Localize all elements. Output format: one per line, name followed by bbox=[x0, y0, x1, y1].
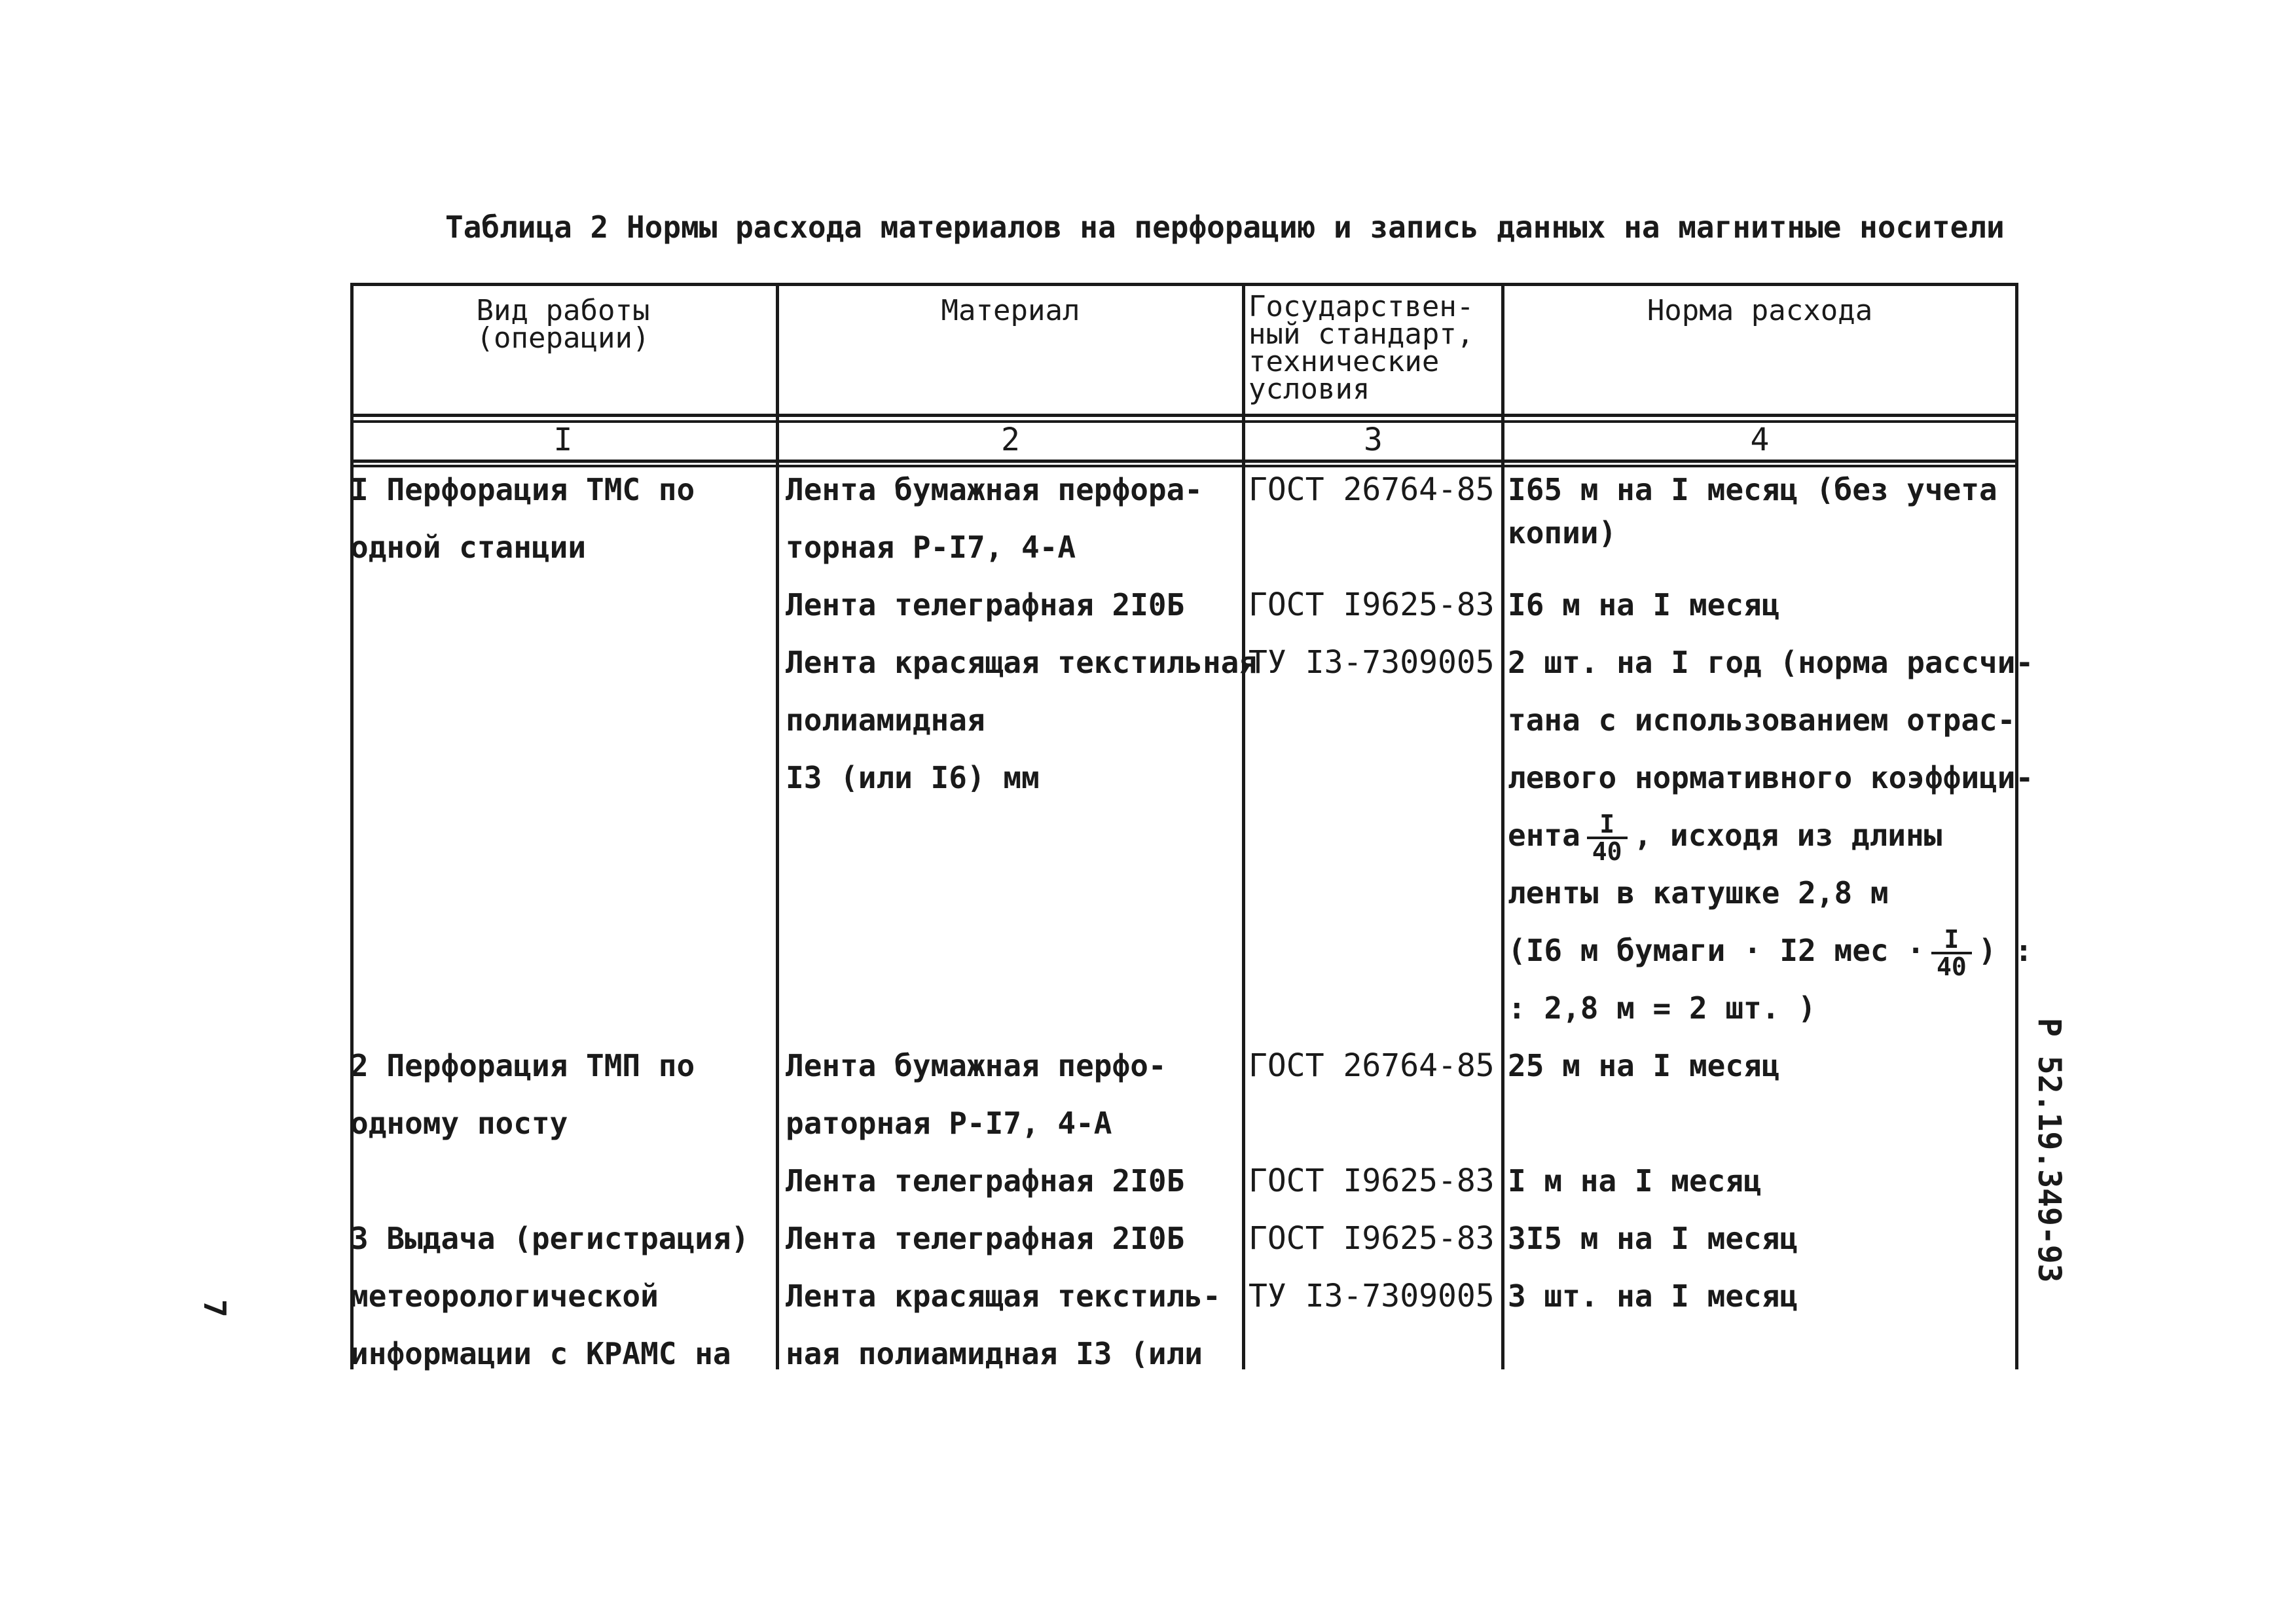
document-code-vertical: Р 52.19.349-93 bbox=[2031, 1018, 2068, 1283]
row1-norm3-line1: 2 шт. на I год (норма рассчи- bbox=[1508, 645, 2034, 680]
colnum-2: 2 bbox=[1001, 422, 1020, 458]
row2-material1-line1: Лента бумажная перфо- bbox=[786, 1048, 1167, 1083]
header-standard: Государствен- ный стандарт, технические условия bbox=[1248, 290, 1474, 406]
row3-material1: Лента телеграфная 2I0Б bbox=[786, 1221, 1185, 1256]
table-top-border bbox=[350, 283, 2018, 286]
row1-work-line1: I Перфорация ТМС по bbox=[350, 472, 695, 507]
table-caption: Таблица 2 Нормы расхода материалов на перфорацию и запись данных на магнитные носители bbox=[445, 209, 2005, 245]
row1-norm1-line2: копии) bbox=[1508, 515, 1617, 550]
row1-work-line2: одной станции bbox=[350, 530, 587, 565]
calc-fraction-numerator: I bbox=[1931, 927, 1972, 954]
norm-frac-prefix: ента bbox=[1508, 818, 1580, 853]
norm-calc-suffix: ) : bbox=[1978, 933, 2033, 968]
header-norm: Норма расхода bbox=[1647, 294, 1873, 327]
page-number: 7 bbox=[197, 1299, 232, 1318]
row1-material2: Лента телеграфная 2I0Б bbox=[786, 587, 1185, 623]
row3-norm1: 3I5 м на I месяц bbox=[1508, 1221, 1798, 1256]
table-right-border bbox=[2015, 283, 2018, 1369]
header-material: Материал bbox=[941, 294, 1080, 327]
row3-material2-line2: ная полиамидная I3 (или bbox=[786, 1336, 1203, 1371]
row2-standard1: ГОСТ 26764-85 bbox=[1248, 1047, 1495, 1084]
norm-calc-prefix: (I6 м бумаги · I2 мес · bbox=[1508, 933, 1925, 968]
row2-work-line2: одному посту bbox=[350, 1106, 568, 1141]
row1-material1-line2: торная Р-I7, 4-А bbox=[786, 530, 1076, 565]
row2-norm1: 25 м на I месяц bbox=[1508, 1048, 1780, 1083]
row1-standard3: ТУ I3-7309005 bbox=[1248, 644, 1495, 681]
row1-norm3-line3: левого нормативного коэффици- bbox=[1508, 760, 2034, 795]
row1-standard2: ГОСТ I9625-83 bbox=[1248, 586, 1495, 623]
row1-material1-line1: Лента бумажная перфора- bbox=[786, 472, 1203, 507]
header-work-type: Вид работы (операции) bbox=[476, 294, 650, 355]
row2-material1-line2: раторная Р-I7, 4-А bbox=[786, 1106, 1112, 1141]
fraction-calc-1-40 bbox=[1931, 924, 1972, 981]
row3-work-line1: 3 Выдача (регистрация) bbox=[350, 1221, 750, 1256]
row2-work-line1: 2 Перфорация ТМП по bbox=[350, 1048, 695, 1083]
row2-material2: Лента телеграфная 2I0Б bbox=[786, 1163, 1185, 1199]
row2-standard2: ГОСТ I9625-83 bbox=[1248, 1163, 1495, 1199]
row1-norm1-line1: I65 м на I месяц (без учета bbox=[1508, 472, 1997, 507]
row1-material3-line2: полиамидная bbox=[786, 702, 985, 738]
row1-norm2: I6 м на I месяц bbox=[1508, 587, 1780, 623]
row1-norm3-line6 bbox=[1508, 922, 2033, 979]
row1-norm3-line2: тана с использованием отрас- bbox=[1508, 702, 2016, 738]
row3-norm2: 3 шт. на I месяц bbox=[1508, 1278, 1798, 1314]
row1-norm3-line7: : 2,8 м = 2 шт. ) bbox=[1508, 990, 1816, 1026]
colnum-1: I bbox=[553, 422, 573, 458]
row1-norm3-line5: ленты в катушке 2,8 м bbox=[1508, 875, 1889, 911]
row1-standard1: ГОСТ 26764-85 bbox=[1248, 471, 1495, 508]
row1-material3-line3: I3 (или I6) мм bbox=[786, 760, 1040, 795]
colnum-3: 3 bbox=[1364, 422, 1383, 458]
header-bottom-rule bbox=[350, 414, 2018, 417]
colnum-4: 4 bbox=[1750, 422, 1770, 458]
row3-standard1: ГОСТ I9625-83 bbox=[1248, 1220, 1495, 1257]
row3-material2-line1: Лента красящая текстиль- bbox=[786, 1278, 1221, 1314]
fraction-numerator: I bbox=[1587, 812, 1628, 839]
row3-work-line3: информации с КРАМС на bbox=[350, 1336, 731, 1371]
fraction-denominator: 40 bbox=[1592, 837, 1622, 866]
fraction-1-40 bbox=[1587, 809, 1628, 866]
row1-norm3-line4 bbox=[1508, 806, 1942, 864]
norm-frac-suffix: , исходя из длины bbox=[1633, 818, 1942, 853]
row1-material3-line1: Лента красящая текстильная bbox=[786, 645, 1258, 680]
row2-norm2: I м на I месяц bbox=[1508, 1163, 1762, 1199]
norms-table bbox=[350, 283, 2034, 1371]
row3-work-line2: метеорологической bbox=[350, 1278, 659, 1314]
calc-fraction-denominator: 40 bbox=[1936, 952, 1967, 981]
row3-standard2: ТУ I3-7309005 bbox=[1248, 1278, 1495, 1314]
